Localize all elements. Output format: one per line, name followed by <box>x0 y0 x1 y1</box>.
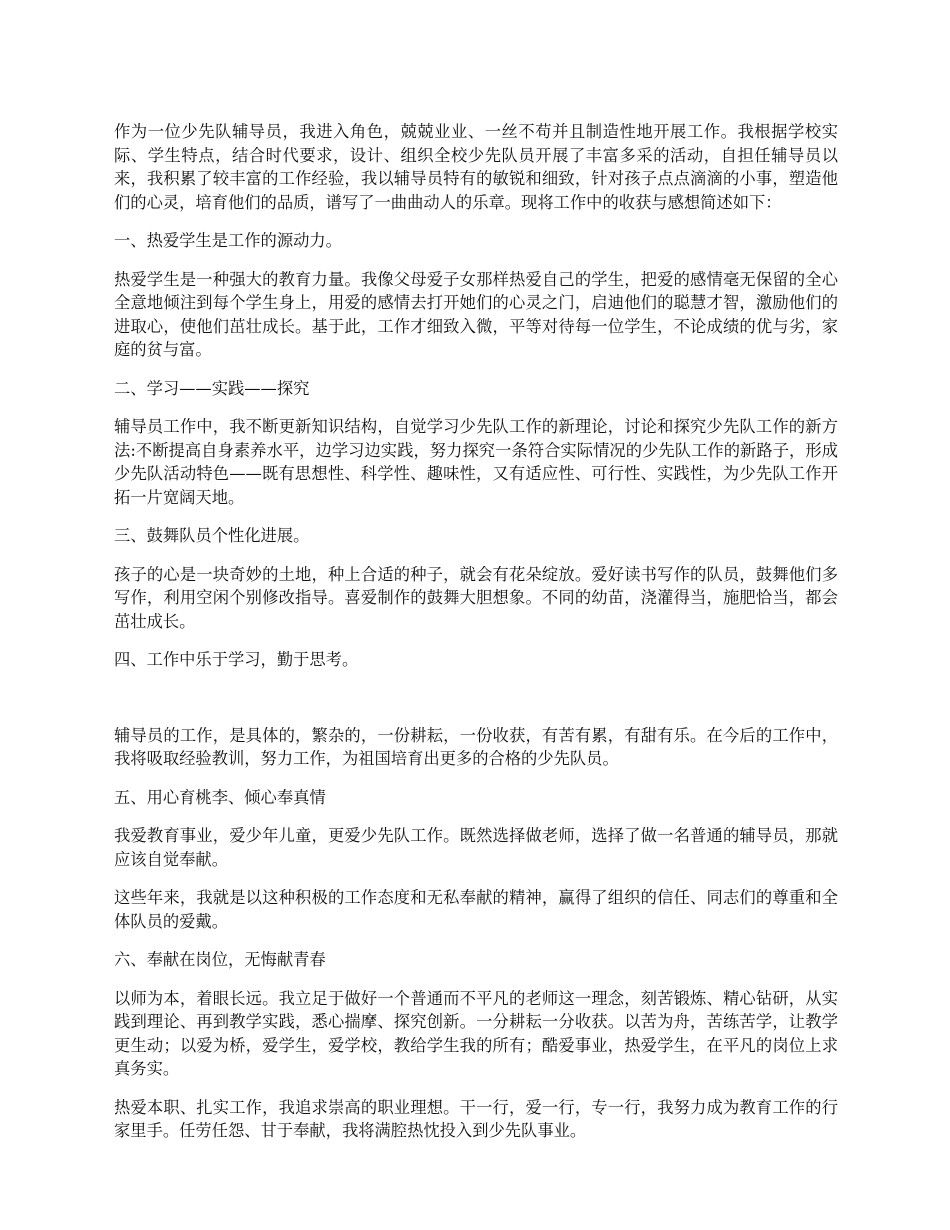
section-heading-3: 三、鼓舞队员个性化进展。 <box>114 526 310 545</box>
section-heading-1: 一、热爱学生是工作的源动力。 <box>114 231 342 250</box>
body-paragraph: 辅导员的工作，是具体的，繁杂的，一份耕耘，一份收获，有苦有累，有甜有乐。在今后的工作中，我将吸取经验教训，努力工作，为祖国培育出更多的合格的少先队员。 <box>114 725 838 768</box>
body-paragraph: 孩子的心是一块奇妙的土地，种上合适的种子，就会有花朵绽放。爱好读书写作的队员，鼓舞他们多写作，利用空闲个别修改指导。喜爱制作的鼓舞大胆想象。不同的幼苗，浇灌得当，施肥恰当，都会茁壮成长。 <box>114 564 838 631</box>
blank-space <box>114 687 838 724</box>
body-paragraph: 以师为本，着眼长远。我立足于做好一个普通而不平凡的老师这一理念，刻苦锻炼、精心钻研，从实践到理论、再到教学实践，悉心揣摩、探究创新。一分耕耘一分收获。以苦为舟，苦练苦学，让教学更生动；以爱为桥，爱学生，爱学校，教给学生我的所有；酷爱事业，热爱学生，在平凡的岗位上求真务实。 <box>114 988 838 1078</box>
intro-paragraph: 作为一位少先队辅导员，我进入角色，兢兢业业、一丝不苟并且制造性地开展工作。我根据学校实际、学生特点，结合时代要求，设计、组织全校少先队员开展了丰富多采的活动，自担任辅导员以来，我积累了较丰富的工作经验，我以辅导员特有的敏锐和细致，针对孩子点点滴滴的小事，塑造他们的心灵，培育他们的品质，谱写了一曲曲动人的乐章。现将工作中的收获与感想简述如下： <box>114 122 838 212</box>
body-paragraph: 热爱学生是一种强大的教育力量。我像父母爱子女那样热爱自己的学生，把爱的感情毫无保留的全心全意地倾注到每个学生身上，用爱的感情去打开她们的心灵之门，启迪他们的聪慧才智，激励他们的进取心，使他们茁壮成长。基于此，工作才细致入微，平等对待每一位学生，不论成绩的优与劣，家庭的贫与富。 <box>114 269 838 359</box>
section-heading-6: 六、奉献在岗位，无悔献青春 <box>114 950 326 969</box>
body-paragraph: 辅导员工作中，我不断更新知识结构，自觉学习少先队工作的新理论，讨论和探究少先队工作的新方法:不断提高自身素养水平，边学习边实践，努力探究一条符合实际情况的少先队工作的新路子，形成少先队活动特色——既有思想性、科学性、趣味性，又有适应性、可行性、实践性，为少先队工作开拓一片宽阔天地。 <box>114 417 838 507</box>
body-paragraph: 热爱本职、扎实工作，我追求崇高的职业理想。干一行，爱一行，专一行，我努力成为教育工作的行家里手。任劳任怨、甘于奉献，我将满腔热忱投入到少先队事业。 <box>114 1097 838 1140</box>
body-paragraph: 我爱教育事业，爱少年儿童，更爱少先队工作。既然选择做老师，选择了做一名普通的辅导员，那就应该自觉奉献。 <box>114 826 838 869</box>
body-paragraph: 这些年来，我就是以这种积极的工作态度和无私奉献的精神，赢得了组织的信任、同志们的尊重和全体队员的爱戴。 <box>114 888 838 931</box>
section-heading-2: 二、学习——实践——探究 <box>114 378 310 398</box>
document-page <box>114 120 838 1158</box>
section-heading-5: 五、用心育桃李、倾心奉真情 <box>114 787 326 807</box>
section-heading-4: 四、工作中乐于学习，勤于思考。 <box>114 650 359 669</box>
